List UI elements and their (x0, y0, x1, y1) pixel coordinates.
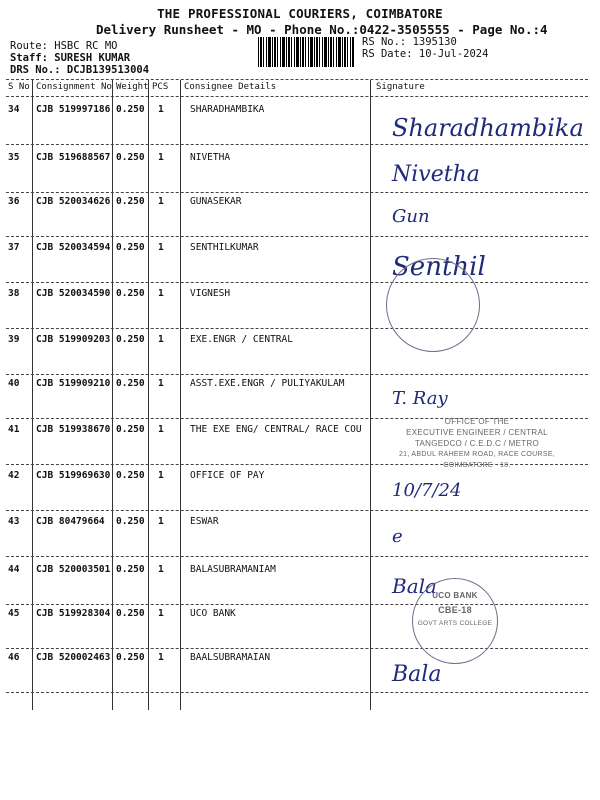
uco-stamp-line: CBE-18 (438, 605, 472, 615)
row-consignee: OFFICE OF PAY (190, 470, 265, 481)
row-weight: 0.250 (116, 152, 145, 163)
row-signature: Bala (392, 662, 442, 687)
row-pcs: 1 (158, 104, 164, 115)
row-pcs: 1 (158, 424, 164, 435)
stamp-line: TANGEDCO / C.E.D.C / METRO (414, 439, 540, 448)
row-divider (6, 692, 588, 693)
row-pcs: 1 (158, 152, 164, 163)
row-sno: 45 (8, 608, 20, 619)
uco-bank-stamp (412, 578, 498, 664)
row-consignment-no: CJB 519928304 (36, 608, 111, 619)
row-consignment-no: CJB 519909210 (36, 378, 111, 389)
row-sno: 46 (8, 652, 20, 663)
row-consignment-no: CJB 80479664 (36, 516, 105, 527)
row-consignment-no: CJB 520002463 (36, 652, 111, 663)
row-signature: Nivetha (392, 162, 480, 187)
col-weight: Weight (116, 82, 149, 92)
row-consignment-no: CJB 520034590 (36, 288, 111, 299)
row-consignment-no: CJB 519688567 (36, 152, 111, 163)
row-sno: 41 (8, 424, 20, 435)
row-consignee: SHARADHAMBIKA (190, 104, 265, 115)
row-weight: 0.250 (116, 516, 145, 527)
row-consignment-no: CJB 519938670 (36, 424, 111, 435)
row-divider (6, 556, 588, 557)
row-divider (6, 236, 588, 237)
route-label: Route: HSBC RC MO (10, 40, 118, 52)
row-pcs: 1 (158, 378, 164, 389)
row-signature: e (392, 526, 403, 547)
row-divider (6, 648, 588, 649)
row-pcs: 1 (158, 516, 164, 527)
row-consignment-no: CJB 519997186 (36, 104, 111, 115)
row-weight: 0.250 (116, 470, 145, 481)
staff-label: Staff: SURESH KUMAR (10, 52, 131, 64)
company-title: THE PROFESSIONAL COURIERS, COIMBATORE (157, 6, 443, 21)
office-stamp (382, 416, 572, 471)
row-consignee: BALASUBRAMANIAM (190, 564, 276, 575)
row-consignee: EXE.ENGR / CENTRAL (190, 334, 293, 345)
row-divider (6, 282, 588, 283)
row-consignee: ESWAR (190, 516, 219, 527)
row-pcs: 1 (158, 652, 164, 663)
row-pcs: 1 (158, 242, 164, 253)
header-bottom-rule (6, 96, 588, 97)
row-consignment-no: CJB 520034594 (36, 242, 111, 253)
col-signature: Signature (376, 82, 425, 92)
row-consignee: VIGNESH (190, 288, 231, 299)
stamp-line: 21, ABDUL RAHEEM ROAD, RACE COURSE, (398, 451, 556, 458)
uco-stamp-line: UCO BANK (432, 591, 478, 600)
col-divider (112, 80, 113, 710)
row-sno: 34 (8, 104, 20, 115)
round-seal-stamp (386, 258, 480, 352)
row-sno: 42 (8, 470, 20, 481)
row-weight: 0.250 (116, 196, 145, 207)
row-consignment-no: CJB 520003501 (36, 564, 111, 575)
row-pcs: 1 (158, 564, 164, 575)
row-weight: 0.250 (116, 424, 145, 435)
uco-stamp-line: GOVT ARTS COLLEGE (417, 620, 493, 627)
row-weight: 0.250 (116, 652, 145, 663)
row-weight: 0.250 (116, 334, 145, 345)
runsheet-title: Delivery Runsheet - MO - Phone No.:0422-3505555 - Page No.:4 (96, 22, 548, 37)
row-consignee: BAALSUBRAMAIAN (190, 652, 271, 663)
rs-number: RS No.: 1395130 (362, 36, 457, 48)
row-consignment-no: CJB 519909203 (36, 334, 111, 345)
row-sno: 38 (8, 288, 20, 299)
rs-date: RS Date: 10-Jul-2024 (362, 48, 489, 60)
row-pcs: 1 (158, 288, 164, 299)
row-sno: 36 (8, 196, 20, 207)
row-consignee: GUNASEKAR (190, 196, 242, 207)
col-consignee: Consignee Details (184, 82, 277, 92)
col-divider (148, 80, 149, 710)
row-signature: Gun (392, 206, 430, 227)
row-sno: 35 (8, 152, 20, 163)
row-weight: 0.250 (116, 104, 145, 115)
row-weight: 0.250 (116, 608, 145, 619)
row-divider (6, 192, 588, 193)
col-divider (180, 80, 181, 710)
barcode (258, 37, 354, 67)
row-consignment-no: CJB 519969630 (36, 470, 111, 481)
row-consignee: UCO BANK (190, 608, 236, 619)
col-divider (32, 80, 33, 710)
row-weight: 0.250 (116, 288, 145, 299)
row-sno: 44 (8, 564, 20, 575)
header-top-rule (6, 79, 588, 80)
drs-number: DRS No.: DCJB139513004 (10, 64, 150, 76)
col-pcs: PCS (152, 82, 169, 92)
row-signature: 10/7/24 (392, 480, 462, 501)
row-pcs: 1 (158, 470, 164, 481)
col-consignment: Consignment No (36, 82, 112, 92)
row-signature: Senthil (392, 252, 486, 282)
row-divider (6, 144, 588, 145)
row-sno: 43 (8, 516, 20, 527)
row-weight: 0.250 (116, 242, 145, 253)
row-divider (6, 510, 588, 511)
col-divider (370, 80, 371, 710)
row-consignee: NIVETHA (190, 152, 231, 163)
row-consignment-no: CJB 520034626 (36, 196, 111, 207)
row-signature: T. Ray (392, 388, 448, 409)
stamp-line: OFFICE OF THE (444, 417, 510, 426)
row-divider (6, 604, 588, 605)
row-pcs: 1 (158, 334, 164, 345)
row-sno: 39 (8, 334, 20, 345)
row-consignee: THE EXE ENG/ CENTRAL/ RACE COU (190, 424, 362, 435)
row-divider (6, 328, 588, 329)
col-sno: S No (8, 82, 30, 92)
row-signature: Sharadhambika (392, 114, 584, 142)
row-consignee: ASST.EXE.ENGR / PULIYAKULAM (190, 378, 345, 389)
row-pcs: 1 (158, 196, 164, 207)
row-consignee: SENTHILKUMAR (190, 242, 259, 253)
row-sno: 37 (8, 242, 20, 253)
row-signature: Bala (392, 574, 437, 598)
row-pcs: 1 (158, 608, 164, 619)
row-weight: 0.250 (116, 564, 145, 575)
stamp-line: COIMBATORE - 18. (443, 462, 511, 469)
row-divider (6, 374, 588, 375)
stamp-line: EXECUTIVE ENGINEER / CENTRAL (406, 428, 548, 437)
row-sno: 40 (8, 378, 20, 389)
row-weight: 0.250 (116, 378, 145, 389)
